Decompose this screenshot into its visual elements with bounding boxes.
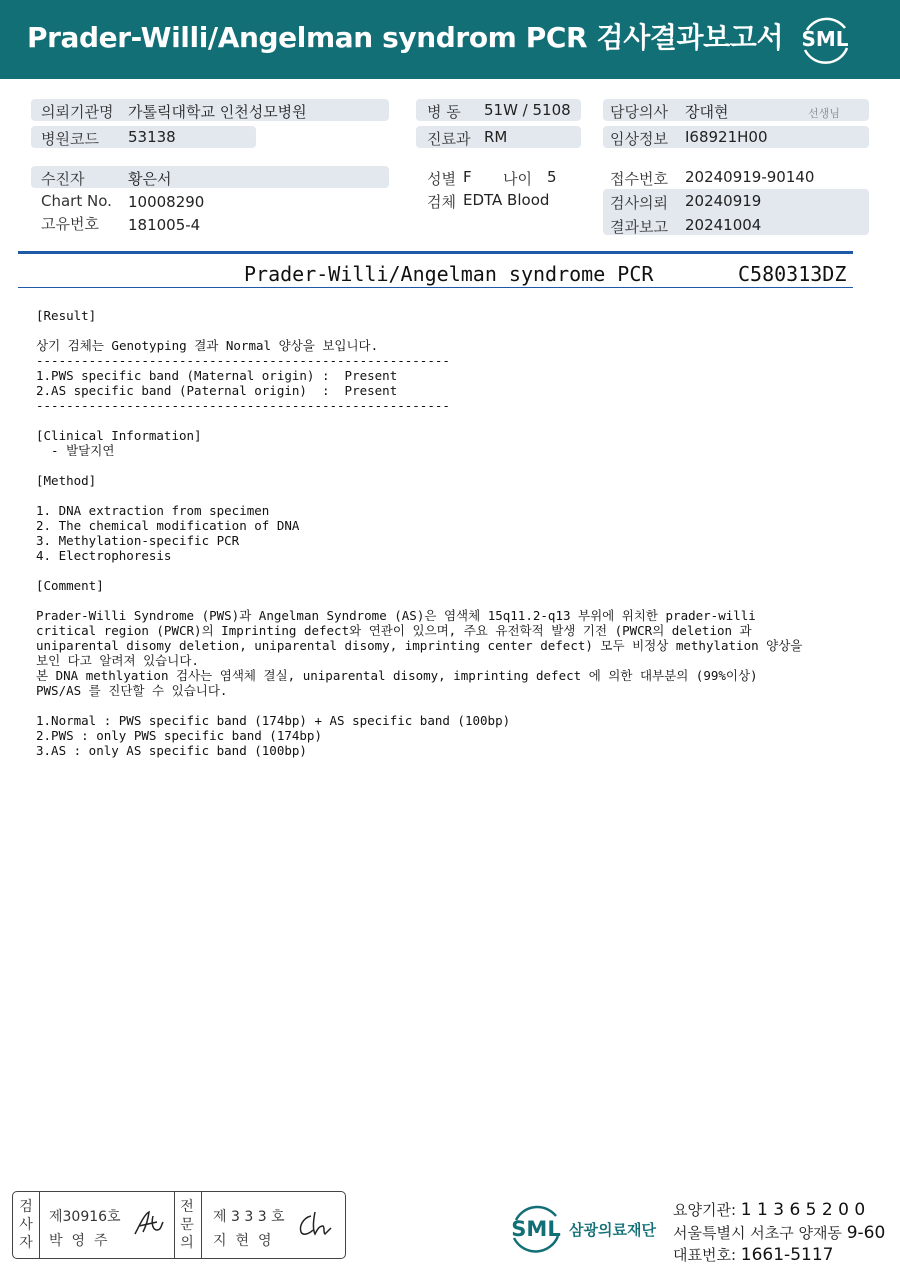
sex-label: 성별 <box>427 170 456 188</box>
clinical-label: 임상정보 <box>610 130 668 148</box>
unique-value: 181005-4 <box>128 216 201 234</box>
chart-label: Chart No. <box>41 192 112 210</box>
footer-code: 요양기관: 1 1 3 6 5 2 0 0 <box>673 1200 866 1220</box>
sml-logo-text: SML <box>801 27 849 51</box>
age-value: 5 <box>547 168 557 186</box>
inspector-signature <box>131 1208 167 1238</box>
doctor-label: 담당의사 <box>610 103 668 121</box>
unique-label: 고유번호 <box>41 215 99 233</box>
patient-pill <box>31 166 389 188</box>
footer-address: 서울특별시 서초구 양재동 9-60 <box>673 1223 886 1243</box>
ward-label: 병 동 <box>427 103 461 121</box>
specialist-name: 지현영 <box>213 1233 281 1249</box>
footer-sml-logo <box>508 1198 564 1256</box>
footer-org-name: 삼광의료재단 <box>569 1221 656 1239</box>
specimen-label: 검체 <box>427 193 456 211</box>
report-title: Prader-Willi/Angelman syndrom PCR 검사결과보고서 <box>27 21 784 54</box>
sml-logo <box>797 12 853 66</box>
patient-value: 황은서 <box>128 170 172 188</box>
report-comment-section: Prader-Willi Syndrome (PWS)과 Angelman Syndrome (AS)은 염색체 15q11.2-q13 부위에 위치한 prader-willi critical region (PWCR)의 Imprinting defect와 연관이 있으며, 주요 유전학적 발생 기전 (PWCR의 deletion 과 uniparental disomy deletion, uniparental disomy, imprinting center defect) 모두 비정상 methylation 양상을 보인 다고 알려져 있습니다. 본 DNA methlyation 검사는 염색체 결실, uniparental disomy, imprinting defect 에 의한 대부분의 (99%이상) PWS/AS 를 진단할 수 있습니다. 1.Normal : PWS specific band (174bp) + AS specific band (100bp) 2.PWS : only PWS specific band (174bp) 3.AS : only AS specific band (100bp) <box>36 608 803 758</box>
receipt-value: 20240919-90140 <box>685 168 815 186</box>
footer-phone-value: 1661-5117 <box>740 1245 834 1265</box>
clinical-value: I68921H00 <box>685 128 768 146</box>
test-code: C580313DZ <box>738 262 847 286</box>
department-value: RM <box>484 128 508 146</box>
footer-address-number: 9-60 <box>846 1223 886 1243</box>
title-rule-bottom <box>18 287 853 288</box>
report-date-value: 20241004 <box>685 216 762 234</box>
specialist-signature <box>295 1208 335 1240</box>
footer-logo-text: SML <box>511 1217 561 1241</box>
request-label: 검사의뢰 <box>610 194 668 212</box>
ward-value: 51W / 5108 <box>484 101 571 119</box>
institution-value: 가톨릭대학교 인천성모병원 <box>128 103 307 121</box>
age-label: 나이 <box>503 170 532 188</box>
test-title: Prader-Willi/Angelman syndrome PCR <box>244 262 654 286</box>
inspector-vertical-label: 검 사 자 <box>19 1199 33 1251</box>
footer-code-value: 1 1 3 6 5 2 0 0 <box>740 1200 866 1220</box>
specialist-license: 제 3 3 3 호 <box>213 1209 285 1225</box>
doctor-value: 장대현 <box>685 103 729 121</box>
footer-phone: 대표번호: 1661-5117 <box>673 1245 834 1265</box>
request-value: 20240919 <box>685 192 762 210</box>
receipt-label: 접수번호 <box>610 170 668 188</box>
hospital-code-label: 병원코드 <box>41 130 99 148</box>
specialist-vertical-label: 전 문 의 <box>180 1199 194 1251</box>
title-rule-top <box>18 251 853 254</box>
doctor-suffix: 선생님 <box>808 107 840 120</box>
inspector-license: 제30916호 <box>49 1209 121 1225</box>
department-label: 진료과 <box>427 130 471 148</box>
report-date-label: 결과보고 <box>610 218 668 236</box>
inspector-name: 박영주 <box>49 1233 117 1249</box>
report-result-section: [Result] 상기 검체는 Genotyping 결과 Normal 양상을 보입니다. ------------------------------------------------------- 1.PWS specific band (Maternal origin) : Present 2.AS specific band (Paternal origin) : Present ------------------------------------------------------- [Clinical Information] - 발달지연 [Method] 1. DNA extraction from specimen 2. The chemical modification of DNA 3. Methylation-specific PCR 4. Electrophoresis [Comment] <box>36 308 450 593</box>
patient-label: 수진자 <box>41 170 85 188</box>
sex-value: F <box>463 168 472 186</box>
chart-value: 10008290 <box>128 193 205 211</box>
institution-label: 의뢰기관명 <box>41 103 114 121</box>
hospital-code-value: 53138 <box>128 128 176 146</box>
specimen-value: EDTA Blood <box>463 191 550 209</box>
report-header <box>0 0 900 79</box>
signature-box <box>12 1191 346 1259</box>
